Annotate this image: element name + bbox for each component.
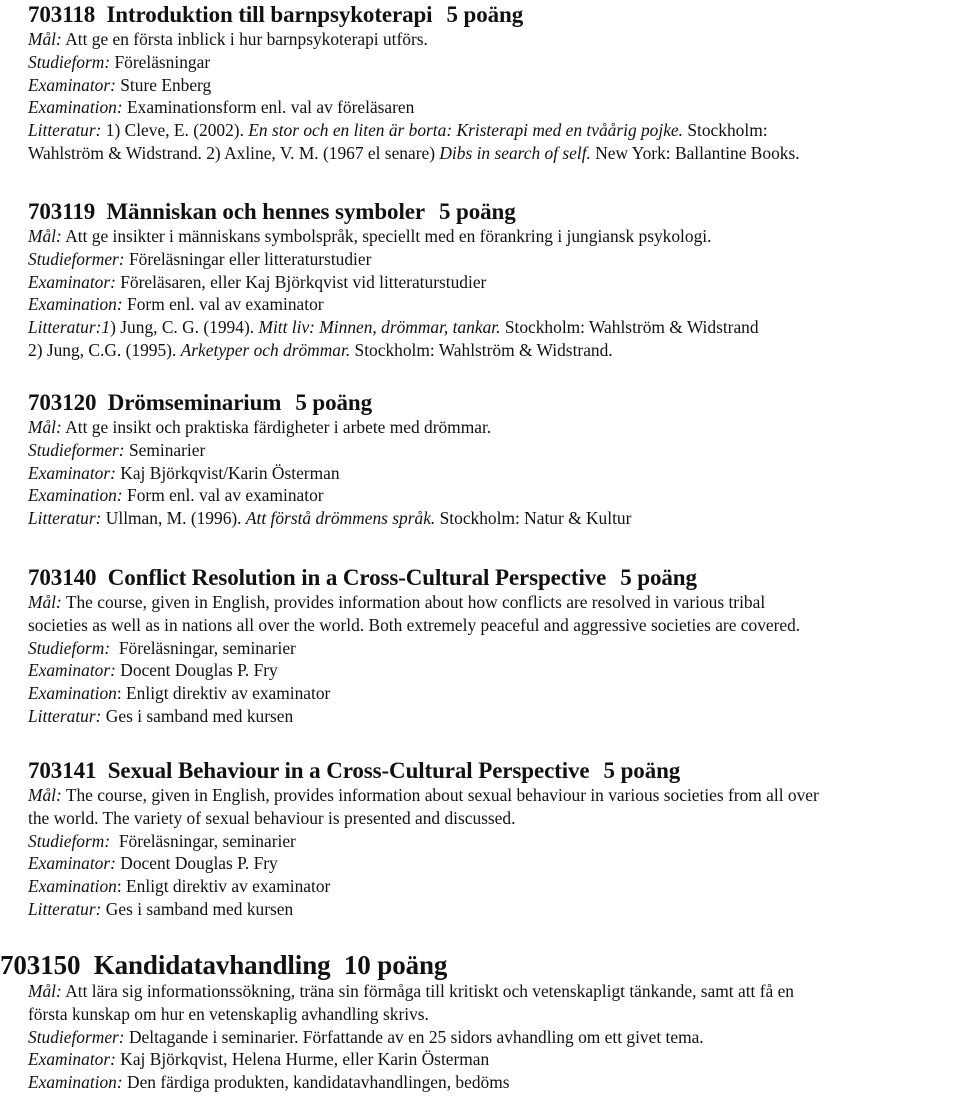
literature-line — [28, 898, 960, 921]
examination-text: Examinationsform enl. val av föreläsaren — [127, 97, 415, 118]
study-form-line — [28, 637, 960, 660]
examination-label: Examination — [28, 683, 117, 704]
study-form-line — [28, 439, 960, 462]
examination-line — [28, 293, 960, 316]
study-form-line — [28, 830, 960, 853]
study-form-text: Föreläsningar, seminarier — [118, 830, 296, 851]
examiner-text: Kaj Björkqvist/Karin Österman — [120, 462, 340, 483]
literature-title: En stor och en liten är borta: Kristerapi med en tvåårig pojke. — [248, 120, 683, 141]
goal-text: The course, given in English, provides information about how conflicts are resolved in various tribal — [65, 592, 766, 612]
literature-ref: 1) Cleve, E. (2002). — [105, 120, 244, 141]
literature-label: Litteratur: — [28, 120, 102, 141]
study-form-text: Föreläsningar, seminarier — [118, 637, 296, 658]
course-code: 703120 — [28, 390, 97, 415]
examination-line — [28, 96, 960, 119]
study-form-label: Studieformer: — [28, 248, 125, 269]
course-703140 — [28, 565, 960, 728]
literature-ref: 2) Jung, C.G. (1995). — [28, 339, 177, 360]
course-name: Människan och hennes symboler — [106, 199, 425, 224]
literature-title: Dibs in search of self. — [439, 142, 591, 163]
literature-line — [28, 119, 960, 142]
literature-line — [28, 507, 960, 530]
course-703119 — [28, 199, 960, 362]
course-title — [28, 199, 960, 225]
literature-publisher: Stockholm: Natur & Kultur — [439, 508, 632, 529]
literature-publisher: New York: Ballantine Books. — [595, 142, 800, 163]
course-703141 — [28, 758, 960, 921]
examination-label: Examination — [28, 876, 117, 897]
course-703150 — [0, 950, 932, 1094]
course-code: 703118 — [28, 2, 96, 27]
literature-text: Ges i samband med kursen — [105, 705, 294, 726]
course-name: Sexual Behaviour in a Cross-Cultural Perspective — [107, 758, 590, 783]
goal-label: Mål: — [28, 226, 62, 246]
goal-text: Att ge en första inblick i hur barnpsykoterapi utförs. — [65, 29, 428, 49]
goal-line — [0, 980, 932, 1003]
goal-text: the world. The variety of sexual behaviour is presented and discussed. — [28, 807, 516, 828]
study-form-label: Studieform: — [28, 51, 111, 72]
literature-ref: Wahlström & Widstrand. 2) Axline, V. M. (1967 el senare) — [28, 142, 436, 163]
examiner-text: Docent Douglas P. Fry — [120, 660, 278, 681]
examiner-line — [0, 1048, 932, 1071]
course-title — [28, 758, 960, 784]
examination-line — [28, 682, 960, 705]
course-title — [28, 390, 960, 416]
goal-line — [28, 28, 960, 51]
course-name: Conflict Resolution in a Cross-Cultural Perspective — [107, 565, 607, 590]
examination-line — [0, 1071, 932, 1094]
literature-publisher: Stockholm: Wahlström & Widstrand — [504, 317, 759, 338]
study-form-label: Studieformer: — [28, 439, 125, 460]
examination-label: Examination: — [28, 97, 123, 118]
literature-ref: Ullman, M. (1996). — [105, 508, 242, 529]
goal-text: Att ge insikt och praktiska färdigheter i arbete med drömmar. — [65, 417, 492, 437]
course-points: 5 poäng — [438, 199, 516, 224]
literature-title: Att förstå drömmens språk. — [245, 508, 436, 529]
study-form-text: Seminarier — [128, 439, 206, 460]
examination-text: Form enl. val av examinator — [127, 485, 324, 506]
examiner-text: Föreläsaren, eller Kaj Björkqvist vid litteraturstudier — [120, 271, 487, 292]
examiner-line — [28, 271, 960, 294]
goal-line — [28, 591, 960, 614]
examiner-line — [28, 462, 960, 485]
course-title — [28, 565, 960, 591]
literature-text: Ges i samband med kursen — [105, 898, 294, 919]
examiner-line — [28, 852, 960, 875]
examiner-line — [28, 74, 960, 97]
goal-text: Att lära sig informationssökning, träna sin förmåga till kritiskt och vetenskapligt tänkande, samt att få en — [65, 981, 794, 1001]
literature-label: Litteratur: — [28, 508, 102, 529]
study-form-label: Studieform: — [28, 637, 111, 658]
examination-text: : Enligt direktiv av examinator — [116, 683, 331, 704]
examination-label: Examination: — [28, 1072, 123, 1093]
literature-ref: ) Jung, C. G. (1994). — [110, 317, 255, 338]
study-form-text: Föreläsningar eller litteraturstudier — [128, 248, 372, 269]
course-703120 — [28, 390, 960, 530]
goal-label: Mål: — [28, 592, 62, 612]
study-form-line — [0, 1026, 932, 1049]
study-form-line — [28, 248, 960, 271]
literature-title: Mitt liv: Minnen, drömmar, tankar. — [258, 317, 501, 338]
goal-line-continued — [0, 1003, 932, 1026]
examiner-text: Kaj Björkqvist, Helena Hurme, eller Karin Österman — [120, 1049, 490, 1070]
examination-label: Examination: — [28, 294, 123, 315]
literature-line — [28, 316, 960, 339]
examiner-label: Examinator: — [28, 660, 116, 681]
literature-label: Litteratur:1 — [28, 317, 111, 338]
examiner-label: Examinator: — [28, 74, 116, 95]
examiner-label: Examinator: — [28, 271, 116, 292]
course-name: Introduktion till barnpsykoterapi — [106, 2, 433, 27]
examiner-text: Docent Douglas P. Fry — [120, 853, 278, 874]
study-form-line — [28, 51, 960, 74]
course-code: 703140 — [28, 565, 97, 590]
literature-publisher: Stockholm: — [687, 120, 768, 141]
course-name: Drömseminarium — [107, 390, 282, 415]
examination-line — [28, 875, 960, 898]
course-points: 5 poäng — [446, 2, 524, 27]
goal-line — [28, 784, 960, 807]
examination-text: Den färdiga produkten, kandidatavhandlingen, bedöms — [127, 1072, 510, 1093]
course-title — [28, 2, 960, 28]
goal-text: första kunskap om hur en vetenskaplig avhandling skrivs. — [28, 1003, 429, 1024]
goal-label: Mål: — [28, 785, 62, 805]
goal-text: Att ge insikter i människans symbolspråk, speciellt med en förankring i jungiansk psykologi. — [65, 226, 712, 246]
course-code: 703119 — [28, 199, 96, 224]
course-points: 5 poäng — [620, 565, 697, 590]
examination-label: Examination: — [28, 485, 123, 506]
literature-title: Arketyper och drömmar. — [180, 339, 351, 360]
course-code: 703150 — [0, 950, 81, 980]
goal-line — [28, 416, 960, 439]
examination-line — [28, 484, 960, 507]
goal-text: societies as well as in nations all over the world. Both extremely peaceful and aggressive societies are covered. — [28, 614, 801, 635]
examiner-text: Sture Enberg — [120, 74, 212, 95]
course-code: 703141 — [28, 758, 97, 783]
course-703118 — [28, 2, 960, 165]
examiner-label: Examinator: — [28, 1049, 116, 1070]
course-title — [0, 950, 932, 980]
study-form-label: Studieform: — [28, 830, 111, 851]
examiner-label: Examinator: — [28, 853, 116, 874]
study-form-text: Föreläsningar — [114, 51, 211, 72]
examiner-label: Examinator: — [28, 462, 116, 483]
goal-label: Mål: — [28, 981, 62, 1001]
literature-label: Litteratur: — [28, 898, 102, 919]
literature-line — [28, 339, 960, 362]
course-points: 5 poäng — [603, 758, 681, 783]
literature-label: Litteratur: — [28, 705, 102, 726]
study-form-text: Deltagande i seminarier. Författande av en 25 sidors avhandling om ett givet tema. — [128, 1026, 704, 1047]
examination-text: Form enl. val av examinator — [127, 294, 324, 315]
course-points: 5 poäng — [295, 390, 372, 415]
goal-line-continued — [28, 807, 960, 830]
study-form-label: Studieformer: — [28, 1026, 125, 1047]
goal-label: Mål: — [28, 417, 62, 437]
literature-line — [28, 142, 960, 165]
examination-text: : Enligt direktiv av examinator — [116, 876, 331, 897]
goal-line-continued — [28, 614, 960, 637]
goal-line — [28, 225, 960, 248]
literature-publisher: Stockholm: Wahlström & Widstrand. — [354, 339, 613, 360]
goal-label: Mål: — [28, 29, 62, 49]
goal-text: The course, given in English, provides information about sexual behaviour in various societies from all over — [65, 785, 819, 805]
course-points: 10 poäng — [343, 950, 448, 980]
examiner-line — [28, 659, 960, 682]
course-name: Kandidatavhandling — [93, 950, 331, 980]
literature-line — [28, 705, 960, 728]
